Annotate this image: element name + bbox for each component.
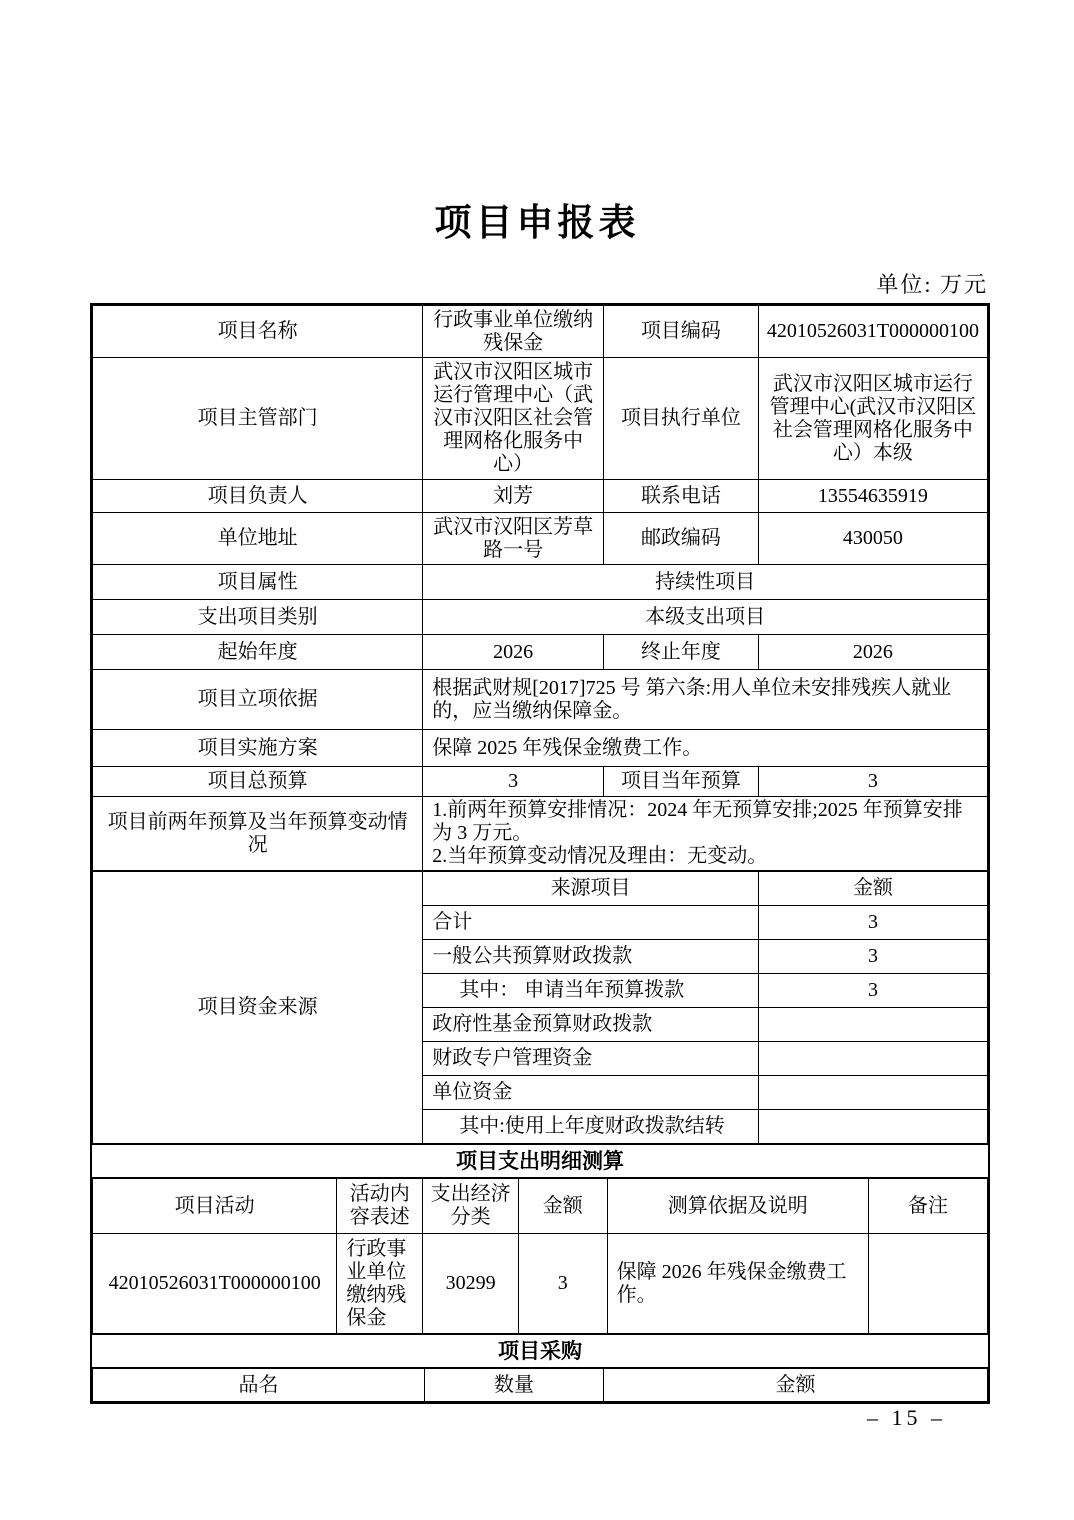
funding-amount-cell bbox=[758, 1110, 987, 1144]
plan-label: 项目实施方案 bbox=[93, 730, 423, 767]
table-row bbox=[93, 600, 988, 635]
table-row bbox=[93, 797, 988, 871]
funding-amount-cell bbox=[758, 1076, 987, 1110]
project-name-value: 行政事业单位缴纳残保金 bbox=[423, 306, 604, 358]
expense-detail-row bbox=[93, 1234, 988, 1334]
activity-cell: 42010526031T000000100 bbox=[93, 1234, 337, 1334]
calc-basis-header: 测算依据及说明 bbox=[607, 1179, 868, 1234]
table-row bbox=[93, 767, 988, 797]
end-year-label: 终止年度 bbox=[604, 635, 759, 670]
table-row bbox=[93, 872, 988, 906]
activity-header: 项目活动 bbox=[93, 1179, 337, 1234]
project-code-label: 项目编码 bbox=[604, 306, 759, 358]
section-procurement-title: 项目采购 bbox=[92, 1334, 988, 1368]
address-value: 武汉市汉阳区芳草路一号 bbox=[423, 513, 604, 565]
procurement-header-row bbox=[93, 1369, 988, 1402]
economic-class-header: 支出经济分类 bbox=[423, 1179, 519, 1234]
prev-budget-line1: 1.前两年预算安排情况：2024 年无预算安排;2025 年预算安排为 3 万元。 bbox=[432, 799, 963, 844]
funding-source-table bbox=[92, 871, 988, 1144]
end-year-value: 2026 bbox=[758, 635, 987, 670]
funding-source-cell: 其中： 申请当年预算拨款 bbox=[423, 974, 759, 1008]
basis-value: 根据武财规[2017]725 号 第六条:用人单位未安排残疾人就业的，应当缴纳保障金。 bbox=[423, 670, 988, 730]
leader-label: 项目负责人 bbox=[93, 480, 423, 513]
table-row bbox=[93, 565, 988, 600]
expense-type-label: 支出项目类别 bbox=[93, 600, 423, 635]
table-row bbox=[93, 635, 988, 670]
amount-cell: 3 bbox=[519, 1234, 608, 1334]
attribute-value: 持续性项目 bbox=[423, 565, 988, 600]
table-row bbox=[93, 513, 988, 565]
funding-source-cell: 财政专户管理资金 bbox=[423, 1042, 759, 1076]
basis-label: 项目立项依据 bbox=[93, 670, 423, 730]
expense-detail-table bbox=[92, 1178, 988, 1334]
postcode-label: 邮政编码 bbox=[604, 513, 759, 565]
total-budget-value: 3 bbox=[423, 767, 604, 797]
executing-unit-label: 项目执行单位 bbox=[604, 358, 759, 480]
project-application-form bbox=[90, 303, 990, 1404]
plan-value: 保障 2025 年残保金缴费工作。 bbox=[423, 730, 988, 767]
funding-source-cell: 单位资金 bbox=[423, 1076, 759, 1110]
supervisor-dept-value: 武汉市汉阳区城市运行管理中心（武汉市汉阳区社会管理网格化服务中心） bbox=[423, 358, 604, 480]
item-name-header: 品名 bbox=[93, 1369, 425, 1402]
attribute-label: 项目属性 bbox=[93, 565, 423, 600]
funding-source-cell: 政府性基金预算财政拨款 bbox=[423, 1008, 759, 1042]
table-row bbox=[93, 306, 988, 358]
funding-amount-cell: 3 bbox=[758, 940, 987, 974]
basic-info-table bbox=[92, 305, 988, 871]
amount-header: 金额 bbox=[519, 1179, 608, 1234]
remark-cell bbox=[868, 1234, 987, 1334]
procure-amount-header: 金额 bbox=[604, 1369, 988, 1402]
funding-source-cell: 一般公共预算财政拨款 bbox=[423, 940, 759, 974]
funding-source-header: 来源项目 bbox=[423, 872, 759, 906]
prev-budget-value bbox=[423, 797, 988, 871]
funding-section-label: 项目资金来源 bbox=[93, 872, 423, 1144]
economic-class-cell: 30299 bbox=[423, 1234, 519, 1334]
table-row bbox=[93, 670, 988, 730]
calc-basis-cell: 保障 2026 年残保金缴费工作。 bbox=[607, 1234, 868, 1334]
funding-amount-header: 金额 bbox=[758, 872, 987, 906]
current-budget-label: 项目当年预算 bbox=[604, 767, 759, 797]
expense-detail-header-row bbox=[93, 1179, 988, 1234]
funding-source-cell: 其中:使用上年度财政拨款结转 bbox=[423, 1110, 759, 1144]
procurement-table bbox=[92, 1368, 988, 1402]
supervisor-dept-label: 项目主管部门 bbox=[93, 358, 423, 480]
prev-budget-line2: 2.当年预算变动情况及理由：无变动。 bbox=[432, 845, 768, 867]
content-cell: 行政事业单位缴纳残保金 bbox=[337, 1234, 423, 1334]
start-year-value: 2026 bbox=[423, 635, 604, 670]
funding-amount-cell: 3 bbox=[758, 974, 987, 1008]
postcode-value: 430050 bbox=[758, 513, 987, 565]
phone-label: 联系电话 bbox=[604, 480, 759, 513]
quantity-header: 数量 bbox=[425, 1369, 604, 1402]
address-label: 单位地址 bbox=[93, 513, 423, 565]
table-row bbox=[93, 480, 988, 513]
content-header: 活动内容表述 bbox=[337, 1179, 423, 1234]
total-budget-label: 项目总预算 bbox=[93, 767, 423, 797]
start-year-label: 起始年度 bbox=[93, 635, 423, 670]
project-code-value: 42010526031T000000100 bbox=[758, 306, 987, 358]
unit-label: 单位: 万元 bbox=[876, 272, 988, 297]
remark-header: 备注 bbox=[868, 1179, 987, 1234]
phone-value: 13554635919 bbox=[758, 480, 987, 513]
executing-unit-value: 武汉市汉阳区城市运行管理中心(武汉市汉阳区社会管理网格化服务中心）本级 bbox=[758, 358, 987, 480]
current-budget-value: 3 bbox=[758, 767, 987, 797]
funding-source-cell: 合计 bbox=[423, 906, 759, 940]
funding-amount-cell: 3 bbox=[758, 906, 987, 940]
table-row bbox=[93, 358, 988, 480]
section-expense-detail-title: 项目支出明细测算 bbox=[92, 1144, 988, 1178]
project-name-label: 项目名称 bbox=[93, 306, 423, 358]
table-row bbox=[93, 730, 988, 767]
funding-amount-cell bbox=[758, 1008, 987, 1042]
leader-value: 刘芳 bbox=[423, 480, 604, 513]
expense-type-value: 本级支出项目 bbox=[423, 600, 988, 635]
funding-amount-cell bbox=[758, 1042, 987, 1076]
page-title: 项目申报表 bbox=[434, 203, 640, 244]
prev-budget-label: 项目前两年预算及当年预算变动情况 bbox=[93, 797, 423, 871]
page-number: – 15 – bbox=[867, 1405, 946, 1430]
